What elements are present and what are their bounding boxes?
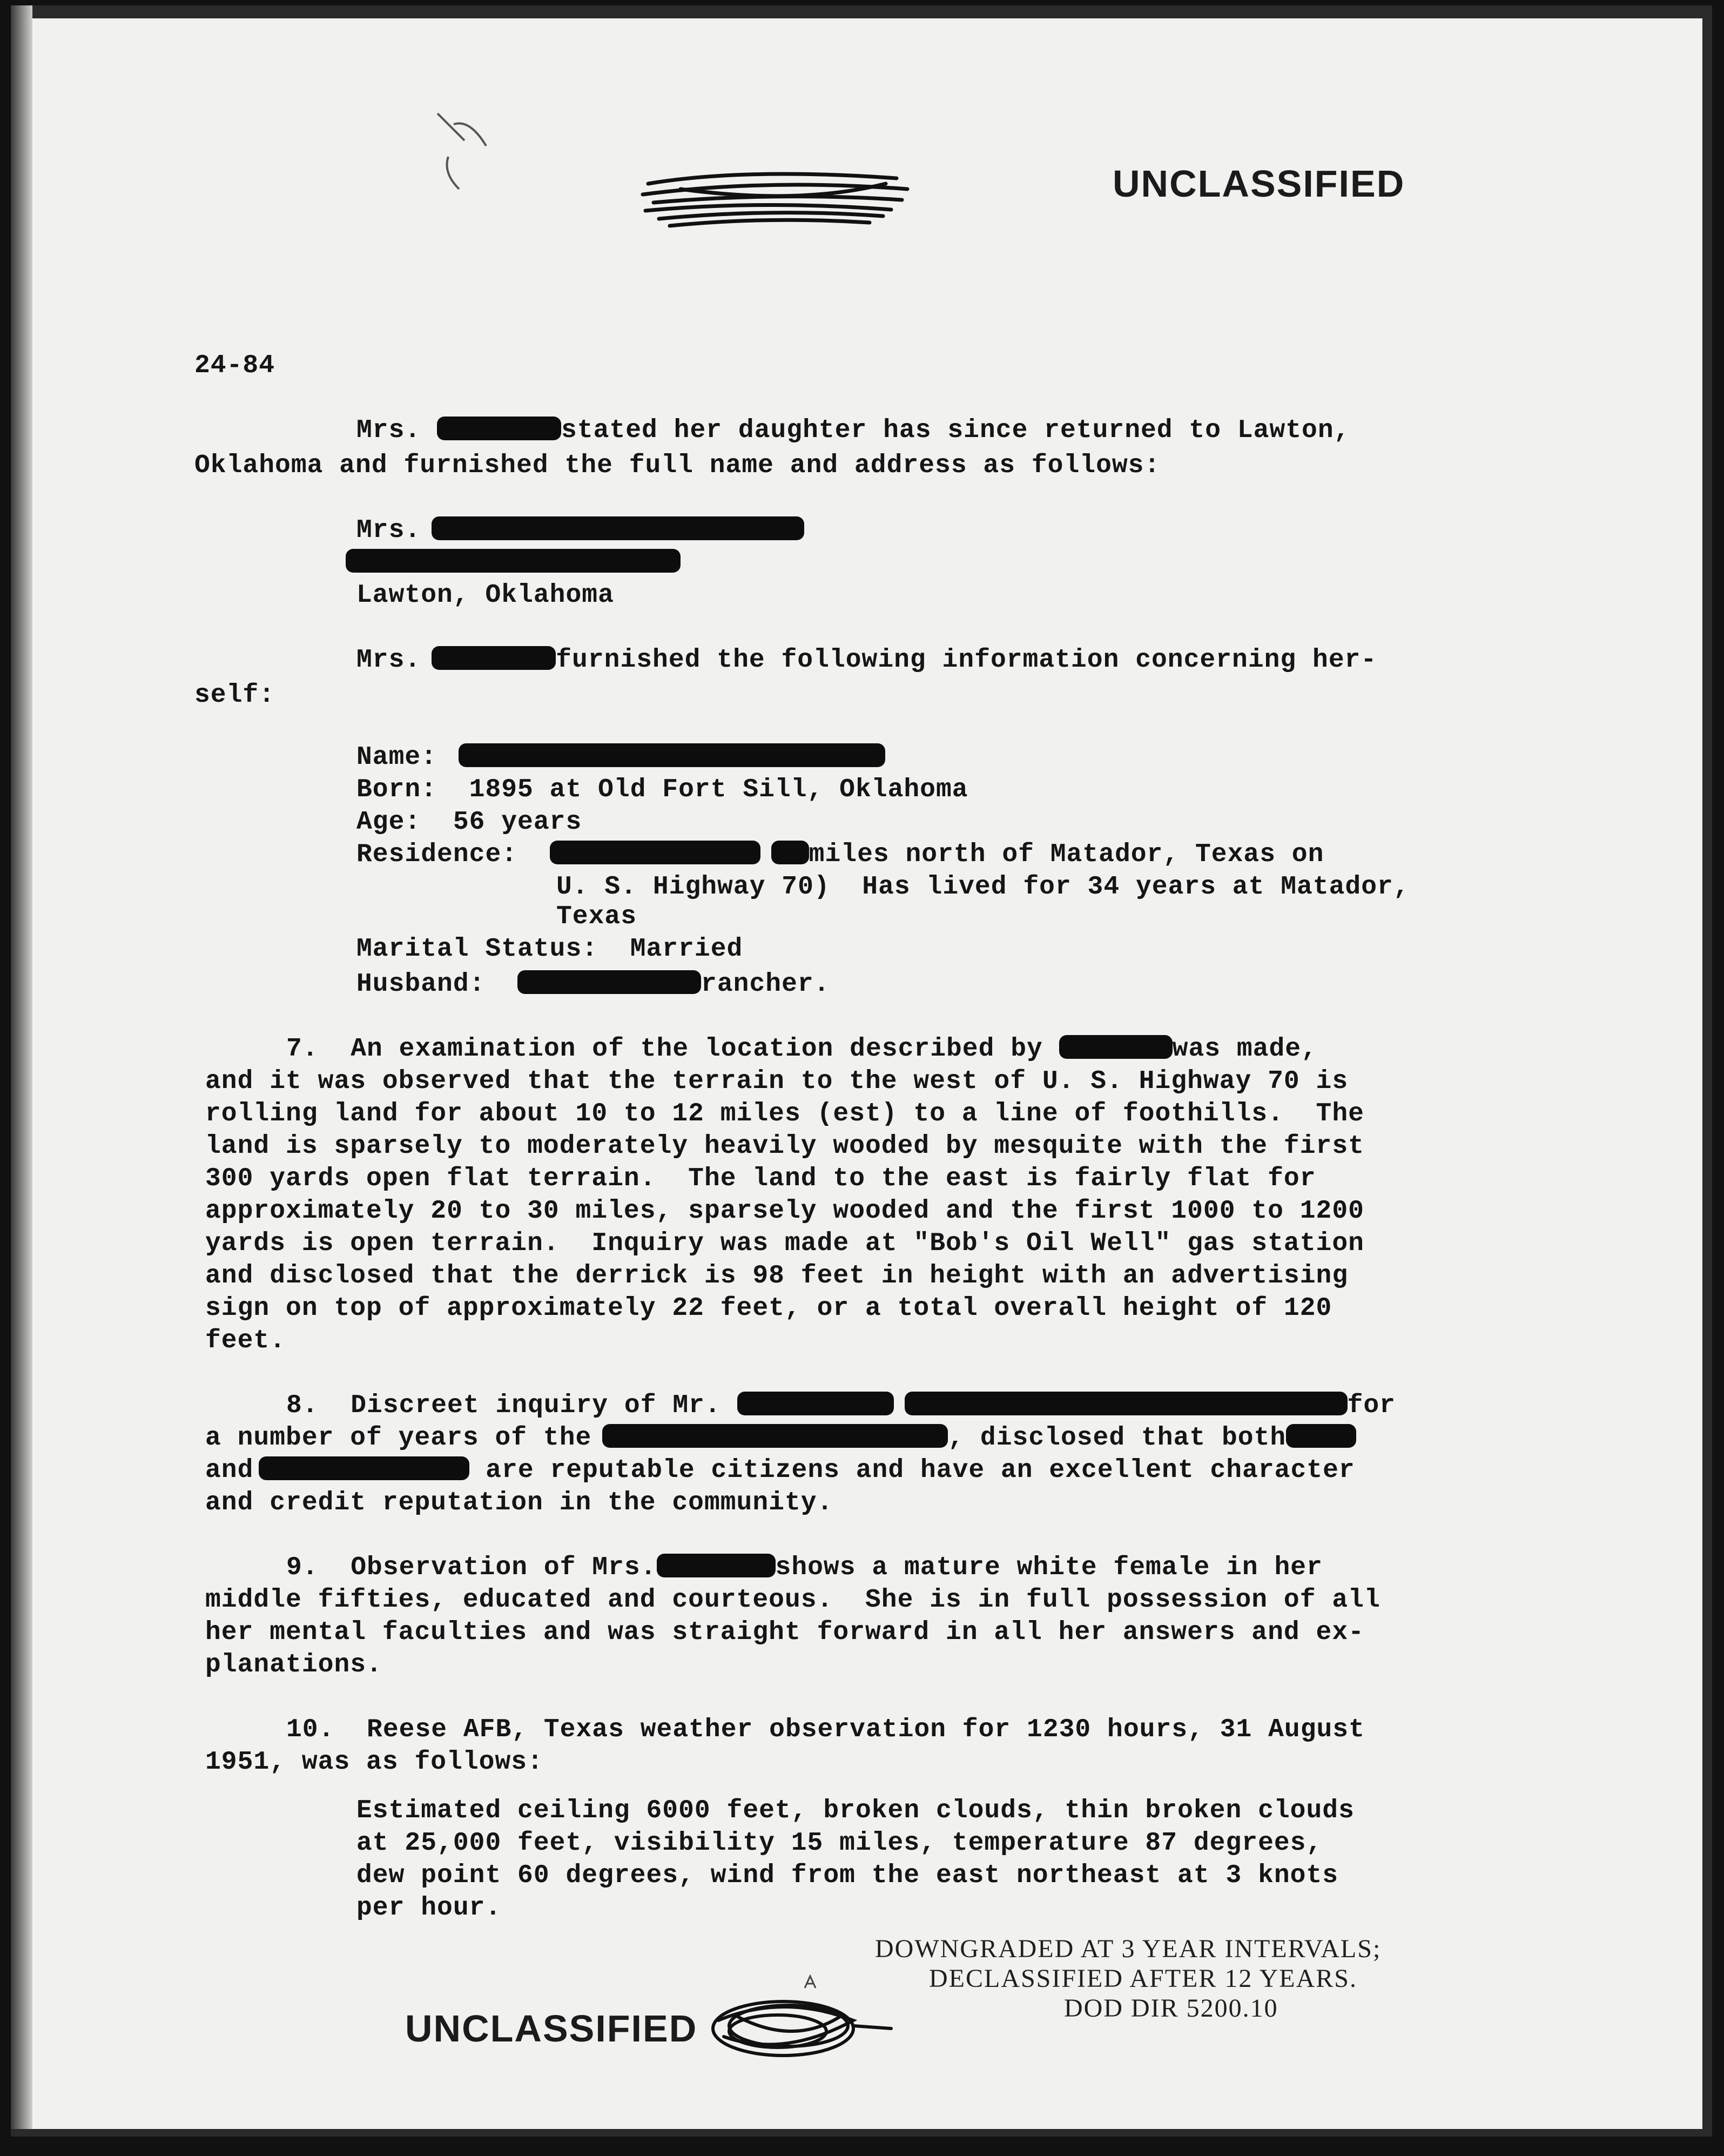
self-text-b: furnished the following information concerning her- — [556, 646, 1377, 675]
address-line-1 — [356, 516, 804, 545]
para8-text-c: a number of years of the — [205, 1423, 592, 1453]
document-page — [11, 5, 1712, 2137]
address-city: Lawton, Oklahoma — [356, 581, 614, 610]
redaction-bar — [346, 549, 681, 573]
born-label: Born: — [356, 775, 437, 804]
intro-line-2: Oklahoma and furnished the full name and address as follows: — [194, 451, 1161, 480]
field-marital — [356, 935, 743, 964]
residence-value-1: miles north of Matador, Texas on — [809, 840, 1324, 869]
husband-label: Husband: — [356, 970, 486, 999]
redaction-bar — [459, 743, 885, 767]
intro-text-b: stated her daughter has since returned to Lawton, — [561, 416, 1350, 445]
para8-line-1 — [286, 1391, 1396, 1420]
para7-line-1 — [286, 1035, 1317, 1064]
redaction-bar — [432, 516, 804, 540]
para7-line-9: sign on top of approximately 22 feet, or a total overall height of 120 — [205, 1294, 1332, 1323]
redaction-bar — [771, 841, 809, 864]
scan-edge-bottom — [11, 2129, 1712, 2137]
field-name — [356, 743, 885, 772]
para8-text-b: for — [1347, 1391, 1396, 1420]
redaction-bar — [1286, 1424, 1356, 1448]
self-line-1 — [356, 646, 1377, 675]
name-label: Name: — [356, 743, 437, 772]
field-residence-3: Texas — [556, 902, 637, 931]
top-scribble-redaction — [637, 162, 918, 238]
para9-line-2: middle fifties, educated and courteous. She is in full possession of all — [205, 1586, 1380, 1615]
para8-line-2 — [205, 1423, 1356, 1453]
para7-line-7: yards is open terrain. Inquiry was made at "Bob's Oil Well" gas station — [205, 1229, 1364, 1258]
para8-text-a: 8. Discreet inquiry of Mr. — [286, 1391, 721, 1420]
para9-line-1 — [286, 1553, 1323, 1582]
para7-text-a: 7. An examination of the location described by — [286, 1035, 1043, 1064]
redaction-bar — [432, 646, 556, 670]
downgrade-line-1: DOWNGRADED AT 3 YEAR INTERVALS; — [875, 1935, 1382, 1963]
downgrade-line-3: DOD DIR 5200.10 — [1064, 1994, 1278, 2023]
para10-quote-3: dew point 60 degrees, wind from the east northeast at 3 knots — [356, 1861, 1339, 1890]
self-text-a: Mrs. — [356, 646, 421, 675]
para10-line-2: 1951, was as follows: — [205, 1748, 543, 1777]
born-value: 1895 at Old Fort Sill, Oklahoma — [469, 775, 968, 804]
field-born — [356, 775, 968, 804]
para10-line-1: 10. Reese AFB, Texas weather observation for 1230 hours, 31 August — [286, 1715, 1365, 1744]
para8-line-4: and credit reputation in the community. — [205, 1488, 833, 1517]
para9-line-3: her mental faculties and was straight forward in all her answers and ex- — [205, 1618, 1364, 1647]
para7-line-2: and it was observed that the terrain to the west of U. S. Highway 70 is — [205, 1067, 1349, 1096]
address-line-2 — [346, 548, 681, 577]
para9-line-4: planations. — [205, 1650, 382, 1680]
para9-text-a: 9. Observation of Mrs. — [286, 1553, 657, 1582]
redaction-bar — [602, 1424, 948, 1448]
redaction-bar — [1059, 1035, 1173, 1059]
age-value: 56 years — [453, 808, 582, 837]
field-residence-2: U. S. Highway 70) Has lived for 34 years at Matador, — [556, 872, 1410, 902]
para7-line-5: 300 yards open flat terrain. The land to the east is fairly flat for — [205, 1164, 1316, 1193]
redaction-bar — [437, 417, 561, 440]
redaction-bar — [737, 1392, 894, 1415]
para7-line-3: rolling land for about 10 to 12 miles (est) to a line of foothills. The — [205, 1099, 1364, 1129]
scan-edge-top — [11, 5, 1712, 18]
para9-text-b: shows a mature white female in her — [775, 1553, 1323, 1582]
field-husband — [356, 970, 830, 999]
intro-line-1 — [356, 416, 1350, 445]
self-line-2: self: — [194, 681, 275, 710]
para8-text-f: are reputable citizens and have an excellent character — [486, 1456, 1355, 1485]
para7-line-8: and disclosed that the derrick is 98 feet in height with an advertising — [205, 1261, 1349, 1291]
bottom-scribble-redaction — [702, 1983, 907, 2069]
para7-line-4: land is sparsely to moderately heavily wooded by mesquite with the first — [205, 1132, 1364, 1161]
redaction-bar — [517, 970, 701, 994]
stamp-unclassified-bottom: UNCLASSIFIED — [405, 2007, 698, 2050]
age-label: Age: — [356, 808, 421, 837]
top-pencil-mark — [432, 108, 508, 194]
para10-quote-2: at 25,000 feet, visibility 15 miles, temperature 87 degrees, — [356, 1829, 1323, 1858]
marital-value: Married — [630, 935, 743, 964]
intro-text-a: Mrs. — [356, 416, 437, 445]
field-residence — [356, 840, 1324, 869]
redaction-bar — [905, 1392, 1348, 1415]
redaction-bar — [657, 1554, 776, 1577]
para10-quote-4: per hour. — [356, 1893, 502, 1923]
scan-edge-right — [1702, 5, 1712, 2137]
bottom-pencil-mark — [799, 1972, 821, 1993]
para8-text-e: and — [205, 1456, 254, 1485]
marital-label: Marital Status: — [356, 935, 598, 964]
husband-value: rancher. — [701, 970, 830, 999]
field-age — [356, 808, 582, 837]
page-number: 24-84 — [194, 351, 275, 380]
residence-label: Residence: — [356, 840, 518, 869]
redaction-bar — [259, 1456, 469, 1480]
para8-text-d: , disclosed that both — [948, 1423, 1287, 1453]
scan-edge-left — [11, 5, 32, 2137]
para7-text-b: was made, — [1172, 1035, 1317, 1064]
stamp-unclassified-top: UNCLASSIFIED — [1113, 163, 1405, 205]
para7-line-10: feet. — [205, 1326, 286, 1355]
para10-quote-1: Estimated ceiling 6000 feet, broken clouds, thin broken clouds — [356, 1796, 1355, 1825]
downgrade-line-2: DECLASSIFIED AFTER 12 YEARS. — [929, 1964, 1357, 1993]
redaction-bar — [550, 841, 760, 864]
address-prefix: Mrs. — [356, 516, 421, 545]
para7-line-6: approximately 20 to 30 miles, sparsely wooded and the first 1000 to 1200 — [205, 1197, 1364, 1226]
para8-line-3 — [205, 1456, 1355, 1485]
